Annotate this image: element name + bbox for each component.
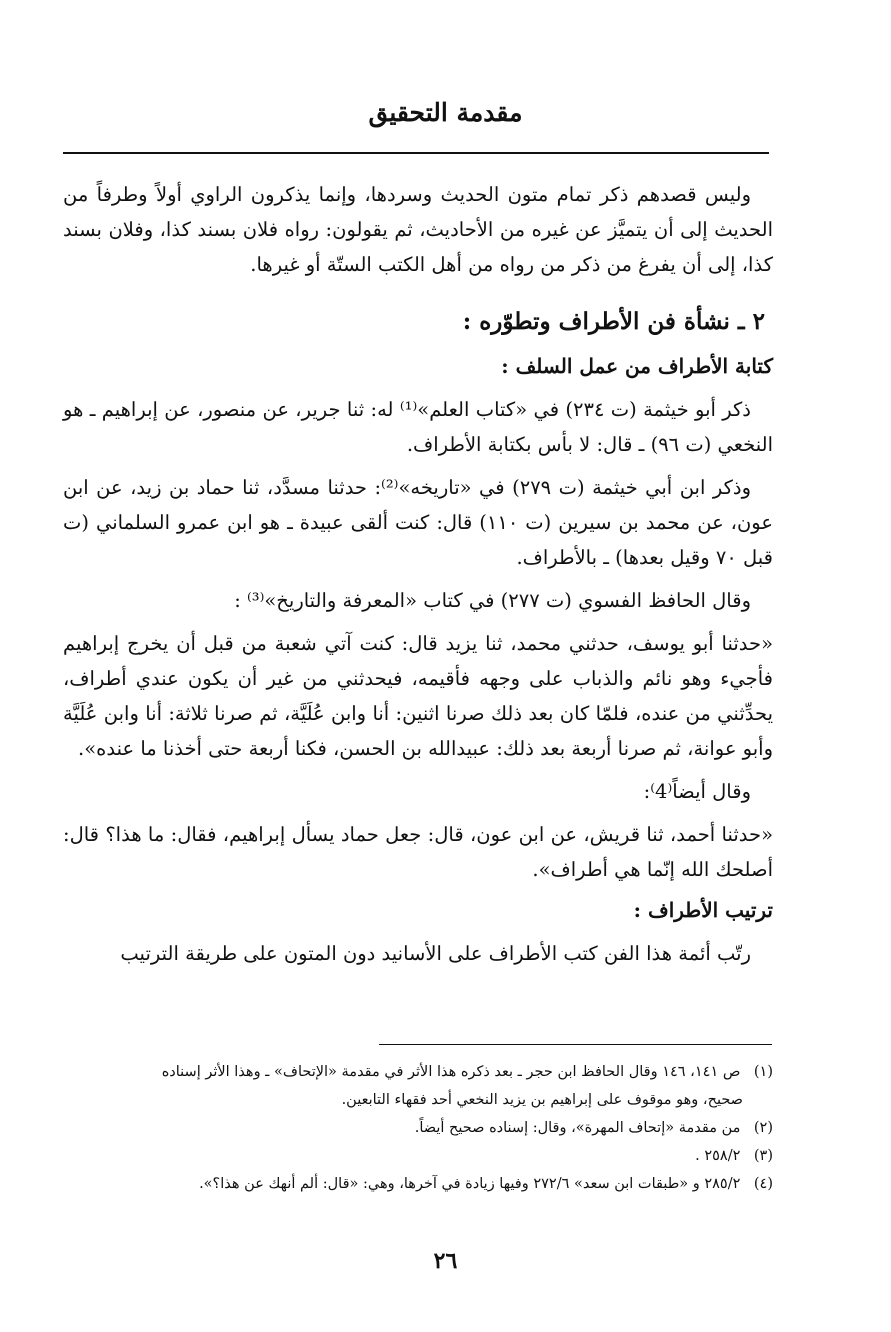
footnotes	[63, 1058, 773, 1198]
running-header-title: مقدمة التحقيق	[368, 98, 523, 127]
footnote-number: (١)	[753, 1064, 773, 1080]
page-number: ٢٦	[433, 1248, 458, 1274]
paragraph-ibn-abi-khaythama: وذكر ابن أبي خيثمة (ت ٢٧٩) في «تاريخه»⁽²⁾: حدثنا مسدَّد، ثنا حماد بن زيد، عن ابن عون، عن محمد بن سيرين (ت ١١٠) قال: كنت ألقى عبيدة ـ هو ابن عمرو السلماني (ت قبل ٧٠ وقيل بعدها) ـ بالأطراف.	[63, 476, 773, 569]
footnote-2	[63, 1114, 773, 1142]
paragraph-also-said: وقال أيضاً⁽4⁾:	[643, 780, 751, 803]
paragraph-fasawi-intro: وقال الحافظ الفسوي (ت ٢٧٧) في كتاب «المعرفة والتاريخ»⁽³⁾ :	[234, 589, 751, 612]
subheading-ordering: ترتيب الأطراف :	[633, 898, 773, 922]
footnote-text: من مقدمة «إتحاف المهرة»، وقال: إسناده صحيح أيضاً.	[414, 1120, 741, 1136]
footnote-4	[63, 1170, 773, 1198]
footnote-text: ص ١٤١، ١٤٦ وقال الحافظ ابن حجر ـ بعد ذكره هذا الأثر في مقدمة «الإتحاف» ـ وهذا الأثر إسناده	[161, 1064, 741, 1080]
main-text	[63, 177, 773, 971]
footnote-number: (٤)	[753, 1176, 773, 1192]
header-divider	[63, 152, 769, 154]
quote-hammad: «حدثنا أحمد، ثنا قريش، عن ابن عون، قال: جعل حماد يسأل إبراهيم، فقال: ما هذا؟ قال: أصلحك الله إنّما هي أطراف».	[63, 823, 773, 881]
footnote-divider	[379, 1044, 772, 1045]
quote-shuba: «حدثنا أبو يوسف، حدثني محمد، ثنا يزيد قال: كنت آتي شعبة من قبل أن يخرج إبراهيم فأجيء وهو نائم والذباب على وجهه فأقيمه، فيحدثني من غير أن يكون عندي أطراف، يحدِّثني من عنده، فلمّا كان بعد ذلك صرنا اثنين: أنا وابن عُلَيَّة، ثم صرنا ثلاثة: أنا وابن عُلَيَّة وأبو عوانة، ثم صرنا أربعة بعد ذلك: عبيدالله بن الحسن، فكنا أربعة حتى أخذنا ما عنده».	[63, 632, 773, 760]
footnote-1	[63, 1058, 773, 1086]
subheading-writing-atraf: كتابة الأطراف من عمل السلف :	[501, 354, 773, 378]
paragraph-abu-khaythama: ذكر أبو خيثمة (ت ٢٣٤) في «كتاب العلم»⁽¹⁾ له: ثنا جرير، عن منصور، عن إبراهيم ـ هو النخعي (ت ٩٦) ـ قال: لا بأس بكتابة الأطراف.	[63, 398, 773, 456]
intro-paragraph: وليس قصدهم ذكر تمام متون الحديث وسردها، وإنما يذكرون الراوي أولاً وطرفاً من الحديث إلى أن يتميَّز عن غيره من الأحاديث، ثم يقولون: رواه فلان بسند كذا، وفلان بسند كذا، إلى أن يفرغ من ذكر من رواه من أهل الكتب الستّة أو غيرها.	[63, 183, 773, 276]
footnote-number: (٢)	[753, 1120, 773, 1136]
footnote-1-continuation: صحيح، وهو موقوف على إبراهيم بن يزيد النخعي أحد فقهاء التابعين.	[341, 1092, 743, 1108]
section-heading: ٢ ـ نشأة فن الأطراف وتطوّره :	[462, 308, 765, 335]
paragraph-ordering: رتّب أئمة هذا الفن كتب الأطراف على الأسانيد دون المتون على طريقة الترتيب	[120, 942, 751, 965]
footnote-text: ٢٨٥/٢ و «طبقات ابن سعد» ٢٧٢/٦ وفيها زيادة في آخرها، وهي: «قال: ألم أنهك عن هذا؟».	[199, 1176, 741, 1192]
footnote-number: (٣)	[753, 1148, 773, 1164]
footnote-3	[63, 1142, 773, 1170]
footnote-text: ٢٥٨/٢ .	[695, 1148, 741, 1164]
